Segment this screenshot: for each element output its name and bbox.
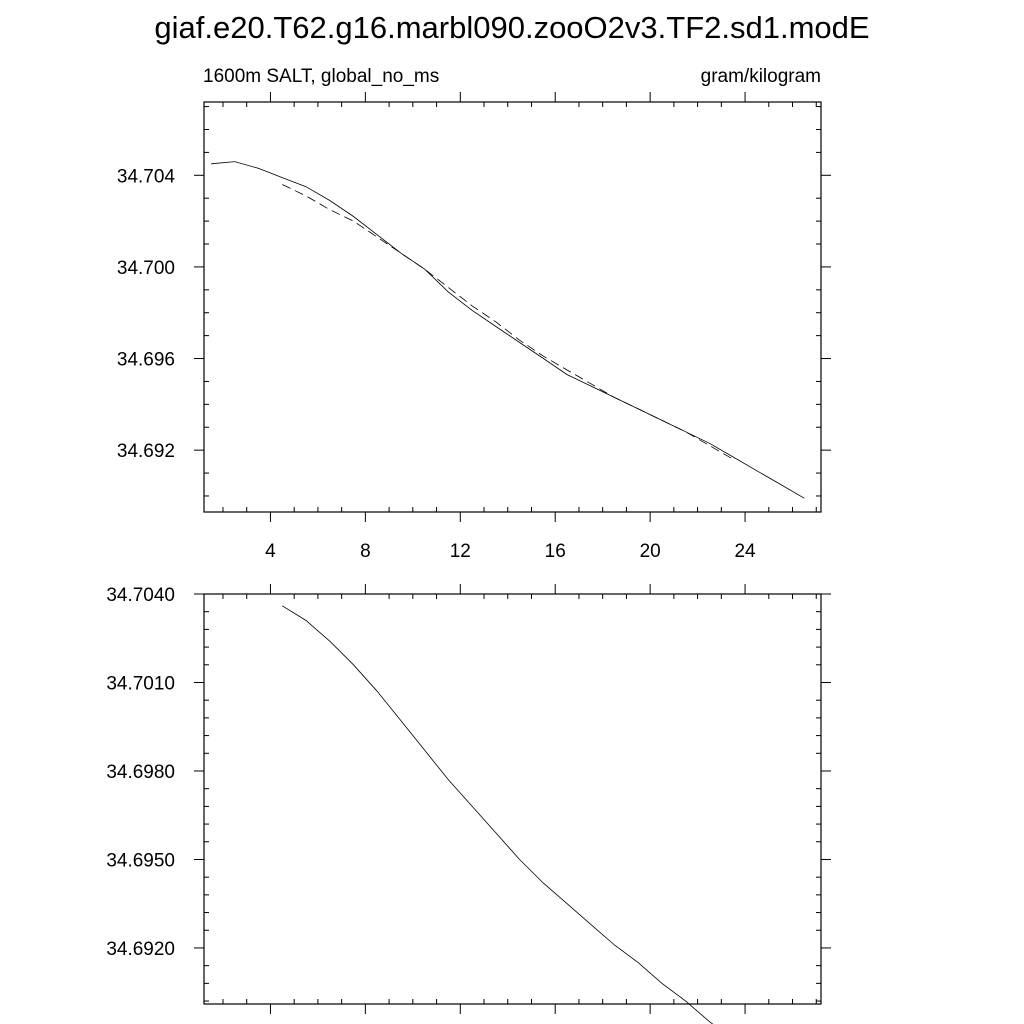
bottom-panel <box>106 584 831 1024</box>
bottom-series-solid-line <box>282 606 733 1024</box>
top-y-tick-label: 34.704 <box>116 166 175 188</box>
top-x-tick-label: 16 <box>544 541 566 562</box>
bottom-axes-ticks <box>194 584 831 1014</box>
top-subtitle-right: gram/kilogram <box>700 66 821 87</box>
top-y-tick-label: 34.696 <box>116 349 175 371</box>
figure-title: giaf.e20.T62.g16.marbl090.zooO2v3.TF2.sd1.modE <box>154 10 870 45</box>
top-series-dashed-line <box>282 185 733 460</box>
top-subtitle-left: 1600m SALT, global_no_ms <box>203 66 440 87</box>
top-x-tick-label: 4 <box>265 541 276 562</box>
top-x-tick-label: 20 <box>639 541 661 562</box>
bottom-plot-frame <box>204 594 821 1004</box>
top-series-solid-line <box>211 162 804 499</box>
top-series-group <box>211 162 804 499</box>
top-y-tick-label: 34.692 <box>116 441 175 463</box>
top-panel <box>117 66 831 562</box>
bottom-series-group <box>282 606 733 1024</box>
top-x-tick-label: 24 <box>734 541 756 562</box>
top-axes-ticks <box>194 92 831 522</box>
bottom-y-tick-label: 34.6950 <box>106 850 175 872</box>
bottom-y-tick-label: 34.6920 <box>106 938 175 960</box>
top-tick-labels <box>117 166 756 562</box>
top-x-tick-label: 8 <box>360 541 371 562</box>
bottom-y-tick-label: 34.7040 <box>106 585 175 606</box>
top-plot-frame <box>204 102 821 512</box>
top-y-tick-label: 34.700 <box>116 257 175 279</box>
bottom-tick-labels <box>106 585 175 960</box>
top-x-tick-label: 12 <box>449 541 471 562</box>
bottom-y-tick-label: 34.7010 <box>106 673 175 695</box>
bottom-y-tick-label: 34.6980 <box>106 761 175 783</box>
